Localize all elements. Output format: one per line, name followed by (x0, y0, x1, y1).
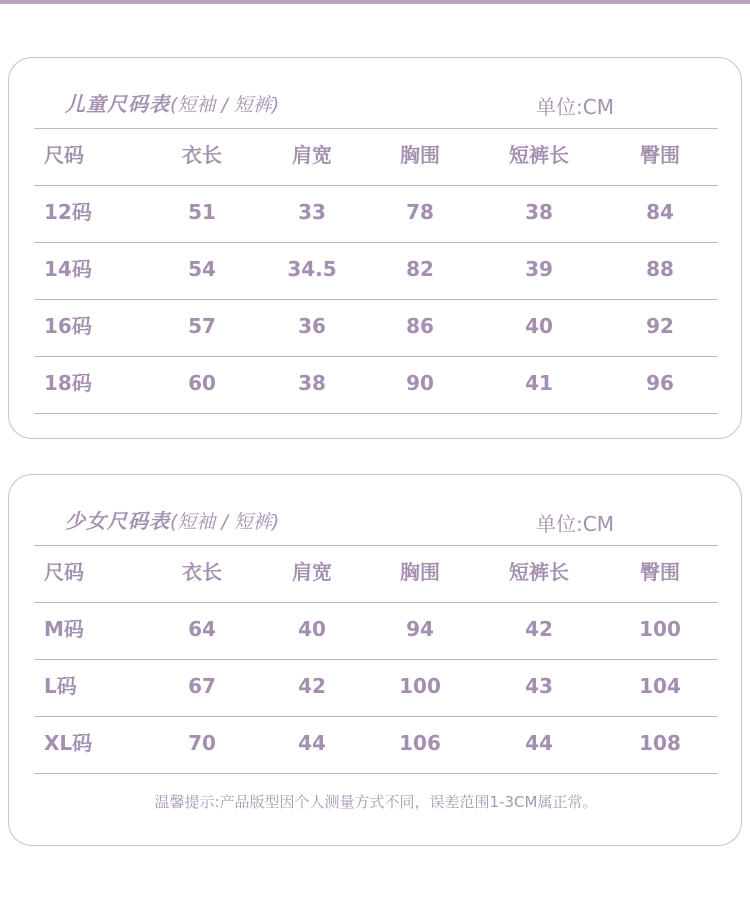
table-cell: 96 (646, 371, 674, 395)
header-cell-shorts-length: 短裤长 (509, 143, 569, 167)
table-cell: 12码 (44, 200, 92, 224)
table-cell: 44 (298, 731, 326, 755)
header-cell-size: 尺码 (44, 143, 84, 167)
teen-size-table (34, 545, 718, 774)
table-cell: 88 (646, 257, 674, 281)
teen-chart-unit: 单位:CM (536, 512, 614, 536)
table-cell: 40 (525, 314, 553, 338)
table-cell: 42 (298, 674, 326, 698)
header-cell-chest: 胸围 (400, 560, 440, 584)
table-cell: 100 (399, 674, 441, 698)
table-cell: 40 (298, 617, 326, 641)
table-row (34, 300, 718, 357)
table-cell: 94 (406, 617, 434, 641)
table-header-row (34, 129, 718, 186)
header-cell-length: 衣长 (182, 143, 222, 167)
header-cell-length: 衣长 (182, 560, 222, 584)
table-cell: M码 (44, 617, 84, 641)
table-cell: 18码 (44, 371, 92, 395)
table-cell: 14码 (44, 257, 92, 281)
table-cell: 100 (639, 617, 681, 641)
table-cell: XL码 (44, 731, 93, 755)
table-cell: 39 (525, 257, 553, 281)
table-row (34, 357, 718, 414)
measurement-note: 温馨提示:产品版型因个人测量方式不同，误差范围1-3CM属正常。 (154, 793, 598, 811)
teen-chart-title (65, 505, 279, 534)
table-cell: 82 (406, 257, 434, 281)
table-cell: 78 (406, 200, 434, 224)
table-cell: 67 (188, 674, 216, 698)
teen-chart-subtitle: (短袖 / 短裤) (170, 511, 280, 533)
kids-chart-title-main: 儿童尺码表 (65, 92, 170, 116)
table-header-row (34, 546, 718, 603)
table-row (34, 186, 718, 243)
top-accent-bar (0, 0, 750, 4)
table-cell: 36 (298, 314, 326, 338)
table-cell: 108 (639, 731, 681, 755)
table-cell: 44 (525, 731, 553, 755)
kids-chart-unit: 单位:CM (536, 95, 614, 119)
table-cell: 38 (298, 371, 326, 395)
kids-chart-subtitle: (短袖 / 短裤) (170, 94, 280, 116)
header-cell-chest: 胸围 (400, 143, 440, 167)
table-row (34, 603, 718, 660)
table-cell: L码 (44, 674, 77, 698)
kids-size-chart-card (8, 57, 742, 439)
table-cell: 84 (646, 200, 674, 224)
header-cell-size: 尺码 (44, 560, 84, 584)
header-cell-shoulder: 肩宽 (292, 560, 332, 584)
table-cell: 92 (646, 314, 674, 338)
table-cell: 70 (188, 731, 216, 755)
table-cell: 60 (188, 371, 216, 395)
table-cell: 42 (525, 617, 553, 641)
teen-chart-title-main: 少女尺码表 (65, 509, 170, 533)
header-cell-shorts-length: 短裤长 (509, 560, 569, 584)
kids-size-table (34, 128, 718, 414)
table-cell: 90 (406, 371, 434, 395)
table-cell: 64 (188, 617, 216, 641)
table-cell: 43 (525, 674, 553, 698)
table-cell: 104 (639, 674, 681, 698)
table-cell: 33 (298, 200, 326, 224)
table-cell: 86 (406, 314, 434, 338)
table-cell: 57 (188, 314, 216, 338)
teen-size-chart-card (8, 474, 742, 846)
table-cell: 51 (188, 200, 216, 224)
header-cell-hip: 臀围 (640, 560, 680, 584)
table-cell: 41 (525, 371, 553, 395)
kids-chart-title (65, 88, 279, 117)
table-row (34, 243, 718, 300)
table-row (34, 717, 718, 774)
header-cell-shoulder: 肩宽 (292, 143, 332, 167)
table-cell: 106 (399, 731, 441, 755)
table-cell: 16码 (44, 314, 92, 338)
table-row (34, 660, 718, 717)
table-cell: 38 (525, 200, 553, 224)
table-cell: 34.5 (287, 257, 337, 281)
header-cell-hip: 臀围 (640, 143, 680, 167)
table-cell: 54 (188, 257, 216, 281)
